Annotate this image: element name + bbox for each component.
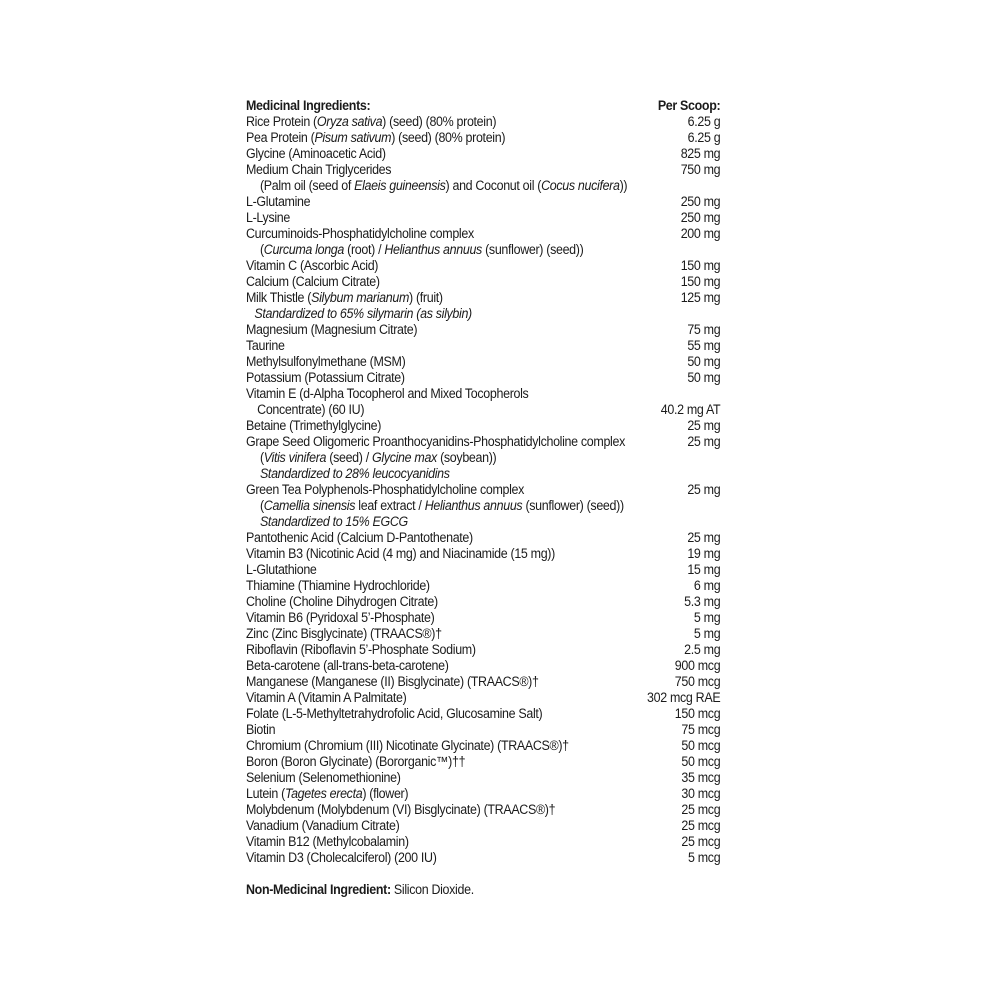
ingredient-name-italic: Vitis vinifera	[263, 450, 327, 465]
ingredient-name-text: ) (flower)	[362, 786, 409, 801]
ingredient-row	[246, 786, 720, 802]
ingredient-name	[246, 162, 391, 178]
ingredient-name	[246, 802, 555, 818]
ingredient-amount: 5 mcg	[688, 850, 721, 865]
non-medicinal-ingredient	[246, 882, 720, 898]
ingredient-row	[246, 450, 720, 466]
ingredient-name-text: Chromium (Chromium (III) Nicotinate Glycinate) (TRAACS®)†	[246, 738, 569, 753]
ingredient-name-text: Lutein (	[246, 786, 285, 801]
ingredient-amount: 50 mcg	[681, 738, 721, 753]
ingredient-amount: 125 mg	[680, 290, 721, 305]
ingredient-name-text: Taurine	[246, 338, 285, 353]
ingredient-name-text: ))	[619, 178, 628, 193]
ingredient-name-text: L-Glutathione	[246, 562, 317, 577]
ingredient-row	[246, 402, 720, 418]
ingredient-name	[257, 402, 364, 418]
ingredient-row	[246, 370, 720, 386]
ingredient-amount: 25 mcg	[681, 802, 721, 817]
ingredient-name-text: Vitamin B3 (Nicotinic Acid (4 mg) and Niacinamide (15 mg))	[246, 546, 555, 561]
ingredient-amount: 6.25 g	[687, 114, 721, 129]
ingredient-name-text: Green Tea Polyphenols-Phosphatidylcholine complex	[246, 482, 525, 497]
ingredient-amount: 900 mcg	[674, 658, 721, 673]
ingredient-name	[246, 546, 555, 562]
ingredient-row	[246, 290, 720, 306]
ingredient-name-italic: Helianthus annuus	[384, 242, 482, 257]
ingredient-amount: 75 mg	[687, 322, 721, 337]
ingredient-name-text: Concentrate) (60 IU)	[257, 402, 365, 417]
ingredient-amount: 35 mcg	[681, 770, 721, 785]
ingredient-amount: 200 mg	[680, 226, 721, 241]
ingredient-name-italic: Pisum sativum	[314, 130, 392, 145]
ingredient-name	[246, 146, 386, 162]
ingredient-amount: 15 mg	[687, 562, 721, 577]
ingredient-amount: 150 mg	[680, 274, 721, 289]
ingredient-name-text: Choline (Choline Dihydrogen Citrate)	[246, 594, 438, 609]
ingredient-name-text: Manganese (Manganese (II) Bisglycinate) (TRAACS®)†	[246, 674, 539, 689]
ingredient-name-text: Zinc (Zinc Bisglycinate) (TRAACS®)†	[246, 626, 442, 641]
ingredient-name-text: Vitamin D3 (Cholecalciferol) (200 IU)	[246, 850, 437, 865]
ingredient-name-text: L-Lysine	[246, 210, 291, 225]
ingredient-name-italic: Standardized to 15% EGCG	[259, 514, 408, 529]
ingredient-name	[260, 466, 450, 482]
ingredient-row	[246, 658, 720, 674]
ingredient-row	[246, 834, 720, 850]
ingredient-name	[246, 834, 409, 850]
ingredient-name	[246, 578, 430, 594]
ingredient-row	[246, 178, 720, 194]
ingredient-name	[246, 274, 380, 290]
ingredient-row	[246, 418, 720, 434]
ingredient-amount: 5 mg	[693, 610, 721, 625]
ingredient-name	[246, 754, 465, 770]
ingredient-name	[246, 674, 539, 690]
spacer	[246, 866, 720, 882]
ingredient-row	[246, 818, 720, 834]
ingredient-name-text: Biotin	[246, 722, 276, 737]
ingredient-name-italic: Oryza sativa	[316, 114, 383, 129]
ingredient-name	[260, 514, 408, 530]
ingredient-name	[246, 786, 408, 802]
ingredient-name	[260, 450, 496, 466]
ingredient-row	[246, 226, 720, 242]
ingredient-amount: 25 mg	[687, 434, 721, 449]
ingredient-row	[246, 194, 720, 210]
ingredient-name	[246, 114, 496, 130]
ingredient-name-text: Magnesium (Magnesium Citrate)	[246, 322, 418, 337]
ingredient-name-italic: Cocus nucifera	[541, 178, 620, 193]
ingredient-row	[246, 162, 720, 178]
ingredient-row	[246, 578, 720, 594]
ingredient-amount: 50 mg	[687, 354, 721, 369]
ingredient-name-text: ) (seed) (80% protein)	[382, 114, 497, 129]
ingredient-name-italic: Standardized to 28% leucocyanidins	[259, 466, 450, 481]
ingredient-name	[246, 290, 443, 306]
ingredient-name-text: Grape Seed Oligomeric Proanthocyanidins-Phosphatidylcholine complex	[246, 434, 626, 449]
ingredient-name	[246, 482, 524, 498]
ingredient-name-text: ) (fruit)	[409, 290, 443, 305]
ingredient-amount: 40.2 mg AT	[660, 402, 721, 417]
ingredient-amount: 55 mg	[687, 338, 721, 353]
ingredient-amount: 25 mcg	[681, 818, 721, 833]
ingredient-name	[246, 770, 401, 786]
ingredient-name-text: Betaine (Trimethylglycine)	[246, 418, 382, 433]
ingredient-name	[246, 338, 285, 354]
ingredient-name-text: Beta-carotene (all-trans-beta-carotene)	[246, 658, 449, 673]
ingredient-row	[246, 706, 720, 722]
ingredient-row	[246, 114, 720, 130]
ingredient-name	[246, 354, 405, 370]
ingredient-row	[246, 690, 720, 706]
ingredient-name-text: L-Glutamine	[246, 194, 311, 209]
ingredient-row	[246, 306, 720, 322]
ingredient-name-text: Vitamin A (Vitamin A Palmitate)	[246, 690, 407, 705]
ingredient-name-italic: Curcuma longa	[263, 242, 344, 257]
ingredient-name	[246, 642, 476, 658]
ingredient-name-italic: Standardized to 65% silymarin (as silybin)	[254, 306, 472, 321]
ingredient-name	[246, 130, 505, 146]
medicinal-ingredients-heading: Medicinal Ingredients:	[246, 98, 371, 113]
ingredient-amount: 750 mg	[680, 162, 721, 177]
ingredient-name	[254, 306, 472, 322]
ingredient-row	[246, 802, 720, 818]
ingredient-name-text: leaf extract /	[355, 498, 425, 513]
ingredient-name	[246, 530, 473, 546]
ingredient-name-text: Thiamine (Thiamine Hydrochloride)	[246, 578, 430, 593]
ingredient-name-text: (seed) /	[326, 450, 373, 465]
ingredient-name-text: Calcium (Calcium Citrate)	[246, 274, 380, 289]
ingredient-row	[246, 514, 720, 530]
ingredient-name-text: (soybean))	[436, 450, 497, 465]
ingredient-name-text: Milk Thistle (	[246, 290, 312, 305]
ingredient-amount: 75 mcg	[681, 722, 721, 737]
ingredient-name	[246, 226, 474, 242]
ingredient-name-text: Vitamin E (d-Alpha Tocopherol and Mixed Tocopherols	[246, 386, 529, 401]
ingredient-row	[246, 642, 720, 658]
ingredient-name-text: Curcuminoids-Phosphatidylcholine complex	[246, 226, 474, 241]
ingredient-name-text: Rice Protein (	[246, 114, 317, 129]
ingredient-name-text: Folate (L-5-Methyltetrahydrofolic Acid, Glucosamine Salt)	[246, 706, 543, 721]
ingredient-name-text: ) (seed) (80% protein)	[391, 130, 506, 145]
ingredient-name-text: (sunflower) (seed))	[481, 242, 584, 257]
ingredient-row	[246, 354, 720, 370]
ingredient-name-text: Glycine (Aminoacetic Acid)	[246, 146, 386, 161]
ingredient-name	[246, 722, 275, 738]
ingredient-name-text: (	[259, 450, 264, 465]
ingredient-name-text: (	[259, 498, 264, 513]
ingredient-amount: 6.25 g	[687, 130, 721, 145]
ingredients-header	[246, 98, 720, 114]
ingredient-amount: 25 mg	[687, 482, 721, 497]
ingredient-name	[246, 322, 417, 338]
ingredient-name	[260, 242, 583, 258]
per-scoop-heading: Per Scoop:	[657, 98, 721, 113]
ingredient-name-text: Medium Chain Triglycerides	[246, 162, 392, 177]
ingredient-row	[246, 146, 720, 162]
ingredient-row	[246, 722, 720, 738]
ingredient-name	[260, 498, 624, 514]
ingredient-row	[246, 610, 720, 626]
ingredient-amount: 6 mg	[693, 578, 721, 593]
ingredient-row	[246, 130, 720, 146]
ingredient-name-text: Pea Protein (	[246, 130, 315, 145]
ingredient-row	[246, 754, 720, 770]
non-medicinal-line	[246, 882, 474, 898]
ingredient-name	[246, 370, 405, 386]
ingredient-row	[246, 434, 720, 450]
ingredient-row	[246, 322, 720, 338]
ingredient-name	[246, 818, 399, 834]
ingredient-row	[246, 738, 720, 754]
non-medicinal-text: Silicon Dioxide.	[390, 882, 474, 897]
ingredient-name	[246, 434, 625, 450]
ingredient-row	[246, 466, 720, 482]
ingredient-row	[246, 626, 720, 642]
ingredient-name-text: Vitamin B12 (Methylcobalamin)	[246, 834, 409, 849]
ingredient-amount: 2.5 mg	[684, 642, 721, 657]
ingredient-name-italic: Helianthus annuus	[424, 498, 523, 513]
ingredient-name	[246, 194, 310, 210]
ingredient-name	[246, 594, 438, 610]
ingredient-name-text: (Palm oil (seed of	[259, 178, 355, 193]
ingredient-amount: 19 mg	[687, 546, 721, 561]
ingredient-name-text: (sunflower) (seed))	[522, 498, 624, 513]
ingredient-name	[246, 738, 569, 754]
ingredient-amount: 25 mg	[687, 418, 721, 433]
ingredient-name-text: Selenium (Selenomethionine)	[246, 770, 401, 785]
non-medicinal-label: Non-Medicinal Ingredient:	[246, 882, 391, 897]
ingredient-name-text: Vitamin B6 (Pyridoxal 5’-Phosphate)	[246, 610, 435, 625]
ingredient-row	[246, 482, 720, 498]
ingredient-row	[246, 210, 720, 226]
ingredient-amount: 25 mg	[687, 530, 721, 545]
ingredient-name	[246, 210, 290, 226]
ingredient-name-text: Molybdenum (Molybdenum (VI) Bisglycinate) (TRAACS®)†	[246, 802, 556, 817]
ingredient-name	[246, 626, 442, 642]
ingredient-amount: 250 mg	[680, 194, 721, 209]
ingredient-amount: 25 mcg	[681, 834, 721, 849]
ingredient-name	[246, 658, 449, 674]
ingredient-name-text: ) and Coconut oil (	[445, 178, 542, 193]
ingredient-name-italic: Silybum marianum	[311, 290, 410, 305]
ingredient-row	[246, 338, 720, 354]
ingredient-name	[246, 386, 528, 402]
ingredient-amount: 5 mg	[693, 626, 721, 641]
ingredient-amount: 5.3 mg	[684, 594, 721, 609]
ingredient-name-text: (	[259, 242, 264, 257]
ingredient-amount: 750 mcg	[674, 674, 721, 689]
ingredient-name	[246, 706, 542, 722]
ingredient-name	[246, 690, 406, 706]
ingredient-row	[246, 258, 720, 274]
ingredient-name-text: Vanadium (Vanadium Citrate)	[246, 818, 400, 833]
ingredient-name-text: Vitamin C (Ascorbic Acid)	[246, 258, 379, 273]
ingredient-row	[246, 546, 720, 562]
ingredient-name-text: Methylsulfonylmethane (MSM)	[246, 354, 406, 369]
ingredient-name-text: Riboflavin (Riboflavin 5’-Phosphate Sodium)	[246, 642, 476, 657]
ingredient-row	[246, 850, 720, 866]
ingredient-row	[246, 674, 720, 690]
ingredient-amount: 825 mg	[680, 146, 721, 161]
ingredient-name-text: Potassium (Potassium Citrate)	[246, 370, 405, 385]
ingredient-name	[246, 258, 378, 274]
ingredient-amount: 150 mcg	[674, 706, 721, 721]
ingredient-row	[246, 386, 720, 402]
ingredient-name	[246, 610, 434, 626]
ingredient-name-text: Pantothenic Acid (Calcium D-Pantothenate)	[246, 530, 473, 545]
ingredient-list	[246, 114, 720, 866]
ingredient-amount: 250 mg	[680, 210, 721, 225]
ingredient-row	[246, 530, 720, 546]
ingredient-row	[246, 562, 720, 578]
ingredient-name-italic: Camellia sinensis	[263, 498, 356, 513]
ingredient-amount: 50 mg	[687, 370, 721, 385]
ingredient-amount: 150 mg	[680, 258, 721, 273]
ingredient-row	[246, 498, 720, 514]
ingredient-name	[260, 178, 627, 194]
ingredient-row	[246, 274, 720, 290]
ingredient-name	[246, 418, 381, 434]
ingredient-name-text: (root) /	[343, 242, 385, 257]
ingredient-row	[246, 594, 720, 610]
ingredient-name-italic: Tagetes erecta	[284, 786, 363, 801]
ingredient-amount: 302 mcg RAE	[647, 690, 721, 705]
ingredient-amount: 30 mcg	[681, 786, 721, 801]
ingredient-name-italic: Glycine max	[372, 450, 437, 465]
ingredient-amount: 50 mcg	[681, 754, 721, 769]
ingredient-name-text: Boron (Boron Glycinate) (Bororganic™)††	[246, 754, 466, 769]
ingredient-name-italic: Elaeis guineensis	[354, 178, 446, 193]
ingredients-panel	[246, 98, 720, 898]
ingredient-name	[246, 850, 437, 866]
ingredient-row	[246, 242, 720, 258]
ingredient-row	[246, 770, 720, 786]
ingredient-name	[246, 562, 317, 578]
